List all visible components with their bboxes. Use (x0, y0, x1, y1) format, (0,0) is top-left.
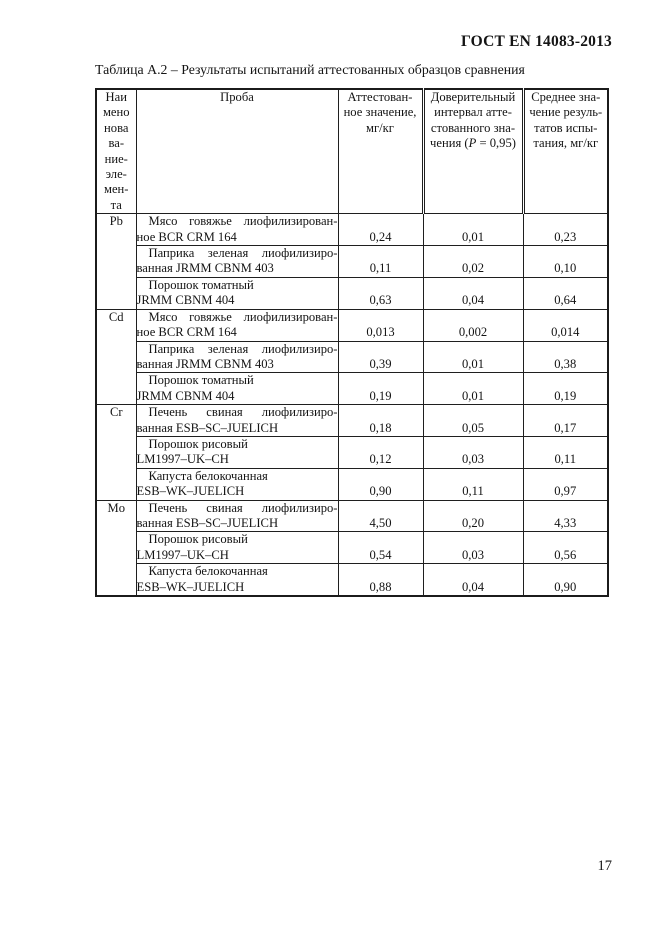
header-line: Наи (105, 90, 127, 104)
attested-value-cell: 0,39 (338, 341, 423, 373)
mean-value-cell: 0,19 (523, 373, 608, 405)
mean-value-cell: 0,38 (523, 341, 608, 373)
probe-line-2: LM1997–UK–CH (136, 547, 229, 562)
probe-line-1: Паприка зеленая лиофилизиро- (148, 246, 338, 261)
interval-value-cell: 0,02 (423, 246, 523, 278)
probe-line-2: ванная JRMM CBNM 403 (136, 356, 274, 371)
attested-value-cell: 0,11 (338, 246, 423, 278)
probe-line-1: Порошок рисовый (148, 436, 248, 451)
table-row (96, 436, 608, 468)
element-symbol: Cd (96, 309, 136, 404)
mean-value-cell: 0,90 (523, 564, 608, 596)
header-mean-result (523, 89, 608, 214)
probe-line-2: ванная ESB–SC–JUELICH (136, 420, 279, 435)
element-symbol: Pb (96, 214, 136, 309)
attested-value-cell: 0,19 (338, 373, 423, 405)
probe-cell (136, 468, 338, 500)
header-line: чение резуль- (529, 105, 603, 120)
interval-value-cell: 0,002 (423, 309, 523, 341)
interval-value-cell: 0,01 (423, 373, 523, 405)
probe-line-1: Порошок томатный (148, 277, 254, 292)
probe-line-1: Печень свиная лиофилизиро- (148, 405, 338, 420)
header-line: татов испы- (534, 120, 598, 135)
table-row (96, 532, 608, 564)
probe-cell (136, 436, 338, 468)
attested-value-cell: 0,54 (338, 532, 423, 564)
header-line: интервал атте- (434, 105, 512, 120)
probe-line-2: ванная JRMM CBNM 403 (136, 261, 274, 276)
table-row (96, 277, 608, 309)
table-row (96, 246, 608, 278)
page-number: 17 (597, 858, 612, 874)
header-line: нова (104, 120, 129, 135)
probe-line-2: ESB–WK–JUELICH (136, 579, 245, 594)
table-header (96, 89, 608, 214)
interval-value-cell: 0,11 (423, 468, 523, 500)
interval-value-cell: 0,04 (423, 277, 523, 309)
attested-value-cell: 0,63 (338, 277, 423, 309)
mean-value-cell: 0,23 (523, 214, 608, 246)
probe-cell (136, 341, 338, 373)
probe-line-1: Мясо говяжье лиофилизирован- (148, 309, 338, 324)
document-reference: ГОСТ EN 14083-2013 (460, 33, 612, 50)
probe-line-2: ное BCR CRM 164 (136, 325, 237, 340)
attested-value-cell: 4,50 (338, 500, 423, 532)
attested-value-cell: 0,90 (338, 468, 423, 500)
probe-line-2: ESB–WK–JUELICH (136, 484, 245, 499)
probe-cell (136, 532, 338, 564)
probe-line-1: Мясо говяжье лиофилизирован- (148, 214, 338, 229)
table-row (96, 341, 608, 373)
element-symbol: Cr (96, 405, 136, 500)
probe-line-1: Порошок томатный (148, 373, 254, 388)
probe-cell (136, 564, 338, 596)
interval-value-cell: 0,01 (423, 341, 523, 373)
probe-line-1: Порошок рисовый (148, 532, 248, 547)
probe-line-2: JRMM CBNM 404 (136, 293, 235, 308)
mean-value-cell: 4,33 (523, 500, 608, 532)
mean-value-cell: 0,10 (523, 246, 608, 278)
probe-line-2: ное BCR CRM 164 (136, 229, 237, 244)
probe-cell (136, 373, 338, 405)
probe-line-2: LM1997–UK–CH (136, 452, 229, 467)
probe-line-1: Паприка зеленая лиофилизиро- (148, 341, 338, 356)
header-line: мен- (104, 182, 129, 197)
probe-cell (136, 500, 338, 532)
header-attested-value (338, 89, 423, 214)
mean-value-cell: 0,56 (523, 532, 608, 564)
attested-value-cell: 0,18 (338, 405, 423, 437)
table-row (96, 500, 608, 532)
table-row (96, 214, 608, 246)
probe-line-2: JRMM CBNM 404 (136, 388, 235, 403)
mean-value-cell: 0,97 (523, 468, 608, 500)
mean-value-cell: 0,014 (523, 309, 608, 341)
results-table (95, 88, 609, 597)
interval-value-cell: 0,20 (423, 500, 523, 532)
mean-value-cell: 0,11 (523, 436, 608, 468)
probe-line-2: ванная ESB–SC–JUELICH (136, 515, 279, 530)
element-symbol: Mo (96, 500, 136, 596)
probe-cell (136, 214, 338, 246)
header-line: чения (P = 0,95) (430, 136, 516, 151)
header-line: Среднее зна- (531, 90, 601, 104)
attested-value-cell: 0,88 (338, 564, 423, 596)
header-line: тания, мг/кг (533, 136, 599, 151)
table-row (96, 405, 608, 437)
probe-line-1: Капуста белокочанная (148, 468, 268, 483)
interval-value-cell: 0,04 (423, 564, 523, 596)
probe-cell (136, 246, 338, 278)
header-line: ное значение, (343, 105, 417, 120)
table-row (96, 373, 608, 405)
header-line: та (110, 197, 122, 212)
interval-value-cell: 0,03 (423, 532, 523, 564)
attested-value-cell: 0,24 (338, 214, 423, 246)
header-line: Аттестован- (347, 90, 413, 104)
interval-value-cell: 0,05 (423, 405, 523, 437)
header-line: Доверительный (430, 90, 516, 104)
header-probe: Проба (136, 89, 338, 214)
header-line: мено (102, 105, 130, 120)
attested-value-cell: 0,12 (338, 436, 423, 468)
probe-line-1: Капуста белокочанная (148, 564, 268, 579)
mean-value-cell: 0,64 (523, 277, 608, 309)
mean-value-cell: 0,17 (523, 405, 608, 437)
table-body (96, 214, 608, 596)
table-row (96, 468, 608, 500)
interval-value-cell: 0,03 (423, 436, 523, 468)
table-caption: Таблица А.2 – Результаты испытаний аттестованных образцов сравнения (95, 62, 525, 77)
interval-value-cell: 0,01 (423, 214, 523, 246)
probe-cell (136, 405, 338, 437)
header-confidence-interval (423, 89, 523, 214)
probe-cell (136, 309, 338, 341)
header-line: ва- (108, 136, 125, 151)
table-row (96, 309, 608, 341)
header-line: эле- (105, 167, 127, 182)
header-line: стованного зна- (430, 120, 516, 135)
probe-cell (136, 277, 338, 309)
probe-line-1: Печень свиная лиофилизиро- (148, 500, 338, 515)
header-element (96, 89, 136, 214)
attested-value-cell: 0,013 (338, 309, 423, 341)
table-row (96, 564, 608, 596)
header-line: ние- (104, 151, 128, 166)
header-line: мг/кг (366, 120, 394, 135)
